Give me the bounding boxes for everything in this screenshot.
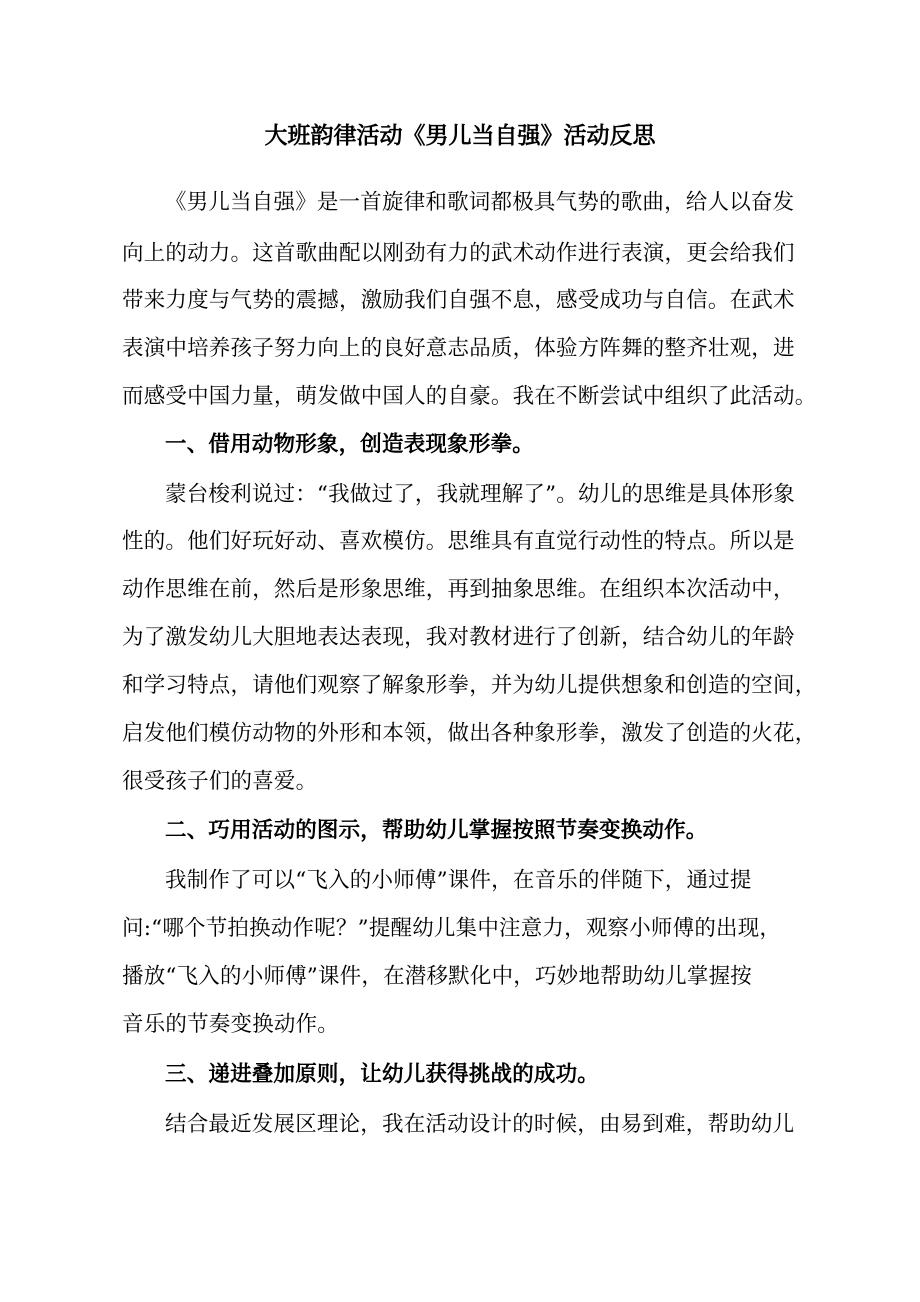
paragraph-line: 表演中培养孩子努力向上的良好意志品质，体验方阵舞的整齐壮观，进 [122,336,795,361]
paragraph-line: 音乐的节奏变换动作。 [122,1012,340,1037]
paragraph-line: 我制作了可以“飞入的小师傅”课件，在音乐的伴随下，通过提 [165,868,752,893]
paragraph-line: 动作思维在前，然后是形象思维，再到抽象思维。在组织本次活动中， [122,577,795,602]
paragraph-line: 性的。他们好玩好动、喜欢模仿。思维具有直觉行动性的特点。所以是 [122,529,795,554]
paragraph-line: 和学习特点，请他们观察了解象形拳，并为幼儿提供想象和创造的空间， [122,673,817,698]
section-heading: 三、递进叠加原则，让幼儿获得挑战的成功。 [165,1062,600,1087]
paragraph-line: 而感受中国力量，萌发做中国人的自豪。我在不断尝试中组织了此活动。 [122,384,817,409]
paragraph-line: 启发他们模仿动物的外形和本领，做出各种象形拳，激发了创造的火花， [122,721,817,746]
section-heading: 一、借用动物形象，创造表现象形拳。 [165,432,534,457]
paragraph-line: 问:“哪个节拍换动作呢？”提醒幼儿集中注意力，观察小师傅的出现， [122,916,782,941]
paragraph-line: 向上的动力。这首歌曲配以刚劲有力的武术动作进行表演，更会给我们 [122,241,795,266]
section-heading: 二、巧用活动的图示，帮助幼儿掌握按照节奏变换动作。 [165,818,708,843]
paragraph-line: 《男儿当自强》是一首旋律和歌词都极具气势的歌曲，给人以奋发 [165,190,795,215]
document-title: 大班韵律活动《男儿当自强》活动反思 [264,122,656,149]
paragraph-line: 带来力度与气势的震撼，激励我们自强不息，感受成功与自信。在武术 [122,288,795,313]
paragraph-line: 为了激发幼儿大胆地表达表现，我对教材进行了创新，结合幼儿的年龄 [122,625,795,650]
paragraph-line: 蒙台梭利说过：“我做过了，我就理解了”。幼儿的思维是具体形象 [165,482,795,507]
paragraph-line: 播放“飞入的小师傅”课件，在潜移默化中，巧妙地帮助幼儿掌握按 [122,964,752,989]
paragraph-line: 结合最近发展区理论，我在活动设计的时候，由易到难，帮助幼儿 [165,1112,795,1137]
paragraph-line: 很受孩子们的喜爱。 [122,769,318,794]
